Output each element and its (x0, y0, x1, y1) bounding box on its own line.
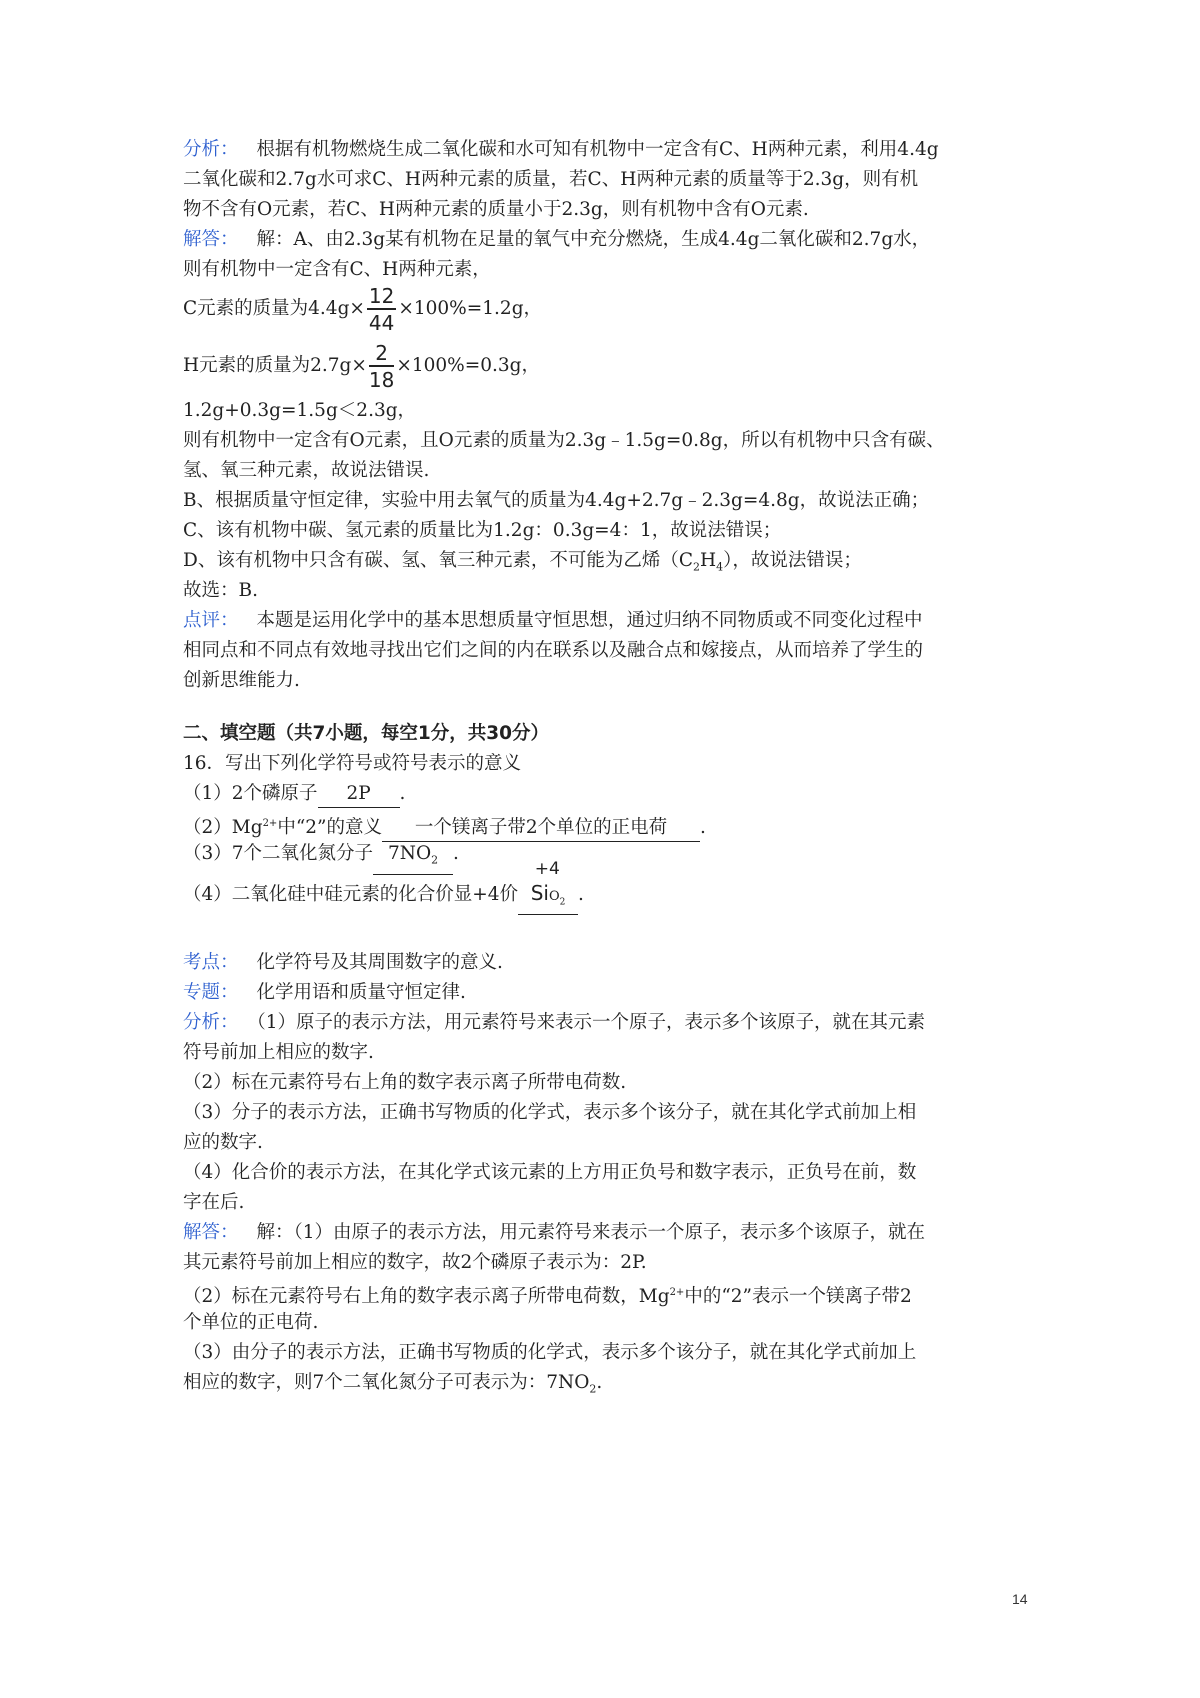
fraction-12-44: $\frac{12}{44}$ (368, 283, 395, 335)
answer-blank: $7NO_2$ (373, 841, 453, 875)
comment-label: 点评： (183, 610, 239, 631)
q15-comment-line-1: 点评： 本题是运用化学中的基本思想质量守恒思想，通过归纳不同物质或不同变化过程中 (183, 610, 923, 631)
q16-analysis-line-1: 分析： （1）原子的表示方法，用元素符号来表示一个原子，表示多个该原子，就在其元素 (183, 1012, 926, 1033)
q15-analysis-line-3: 物不含有O元素，若C、H两种元素的质量小于2.3g，则有机物中含有O元素. (183, 199, 809, 220)
q16-item-3: （3）7个二氧化氮分子 $7NO_2$ . (183, 839, 459, 875)
q16-answer-line-2: 其元素符号前加上相应的数字，故2个磷原子表示为：2P. (183, 1252, 647, 1273)
c-mass-formula: C元素的质量为4.4g× $\frac{12}{44}$ ×100%=1.2g， (183, 283, 543, 335)
q16-analysis-line-3: （2）标在元素符号右上角的数字表示离子所带电荷数. (183, 1072, 627, 1093)
q16-zhuanti: 专题： 化学用语和质量守恒定律. (183, 982, 466, 1003)
q16-answer-line-3: （2）标在元素符号右上角的数字表示离子所带电荷数，$Mg^{2+}$中的“2”表示一个镁离子带2 (183, 1286, 912, 1308)
analysis-label: 分析： (183, 139, 239, 160)
q15-analysis-line-1: 分析： 根据有机物燃烧生成二氧化碳和水可知有机物中一定含有C、H两种元素，利用4.4g (183, 139, 939, 160)
kaodian-label: 考点： (183, 952, 239, 973)
answer-blank: 一个镁离子带2个单位的正电荷 (382, 815, 700, 842)
answer-label: 解答： (183, 229, 239, 250)
q15-comment-line-3: 创新思维能力. (183, 670, 300, 691)
q16-analysis-line-5: 应的数字. (183, 1132, 263, 1153)
q16-item-2: $(2)Mg^{2+}$中“2”的意义 一个镁离子带2个单位的正电荷 . (183, 809, 706, 843)
q16-analysis-line-2: 符号前加上相应的数字. (183, 1042, 374, 1063)
q16-analysis-line-6: （4）化合价的表示方法，在其化学式该元素的上方用正负号和数字表示，正负号在前，数 (183, 1162, 917, 1183)
q16-stem: 16．写出下列化学符号或符号表示的意义 (183, 753, 522, 774)
q16-item-4: （4）二氧化硅中硅元素的化合价显+4价 +4 SiO$_2$ . (183, 880, 584, 915)
q15-option-d: D、该有机物中只含有碳、氢、氧三种元素，不可能为乙烯$(C_2H_4)$，故说法错误； (183, 550, 862, 574)
q16-answer-line-5: （3）由分子的表示方法，正确书写物质的化学式，表示多个该分子，就在其化学式前加上 (183, 1342, 917, 1363)
q15-option-b: B、根据质量守恒定律，实验中用去氧气的质量为4.4g+2.7g﹣2.3g=4.8g，故说法正确； (183, 490, 930, 511)
answer-blank: 2P (318, 781, 400, 808)
answer-blank (518, 859, 578, 915)
valence-notation: +4 SiO$_2$ (530, 859, 566, 908)
q15-option-c: C、该有机物中碳、氢元素的质量比为1.2g：0.3g=4：1，故说法错误； (183, 520, 782, 541)
page-number: 14 (1012, 1591, 1028, 1607)
answer-label: 解答： (183, 1222, 239, 1243)
q16-analysis-line-4: （3）分子的表示方法，正确书写物质的化学式，表示多个该分子，就在其化学式前加上相 (183, 1102, 917, 1123)
q15-choice: 故选：B. (183, 580, 258, 601)
q16-answer-line-6: 相应的数字，则7个二氧化氮分子可表示为：$7NO_2$. (183, 1372, 603, 1396)
q15-answer-line-2: 则有机物中一定含有C、H两种元素， (183, 259, 491, 280)
q15-answer-line-1: 解答： 解：A、由2.3g某有机物在足量的氧气中充分燃烧，生成4.4g二氧化碳和2.7g水， (183, 229, 931, 250)
q15-analysis-line-2: 二氧化碳和2.7g水可求C、H两种元素的质量，若C、H两种元素的质量等于2.3g，则有机 (183, 169, 919, 190)
q15-line-o2: 氢、氧三种元素，故说法错误. (183, 460, 430, 481)
h-mass-formula: H元素的质量为2.7g× $\frac{2}{18}$ ×100%=0.3g， (183, 340, 541, 392)
fraction-2-18: $\frac{2}{18}$ (368, 340, 395, 392)
q15-comment-line-2: 相同点和不同点有效地寻找出它们之间的内在联系以及融合点和嫁接点，从而培养了学生的 (183, 640, 924, 661)
q16-answer-line-1: 解答： 解：（1）由原子的表示方法，用元素符号来表示一个原子，表示多个该原子，就在 (183, 1222, 926, 1243)
zhuanti-label: 专题： (183, 982, 239, 1003)
q15-line-o: 则有机物中一定含有O元素，且O元素的质量为2.3g﹣1.5g=0.8g，所以有机物中只含有碳、 (183, 430, 945, 451)
q16-kaodian: 考点： 化学符号及其周围数字的意义. (183, 952, 503, 973)
q16-item-1: （1）2个磷原子 2P . (183, 779, 405, 809)
q16-analysis-line-7: 字在后. (183, 1192, 245, 1213)
mass-sum-line: 1.2g+0.3g=1.5g＜2.3g， (183, 400, 417, 421)
section-heading: 二、填空题（共7小题，每空1分，共30分） (183, 723, 549, 744)
analysis-label: 分析： (183, 1012, 239, 1033)
q16-answer-line-4: 个单位的正电荷. (183, 1312, 319, 1333)
